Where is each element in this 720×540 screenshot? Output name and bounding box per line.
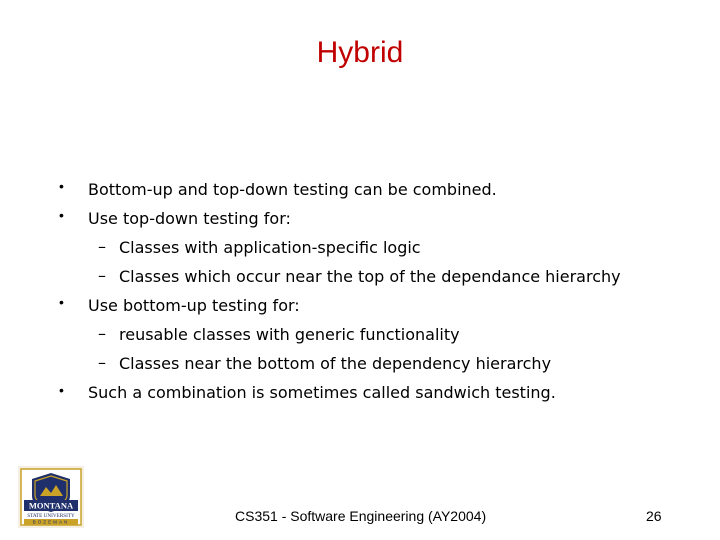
montana-state-university-logo [18, 466, 84, 528]
sub-bullet-marker: – [98, 266, 106, 285]
bullet-item: Bottom-up and top-down testing can be combined. [88, 180, 497, 199]
slide-title: Hybrid [316, 36, 404, 69]
bullet-marker: • [59, 178, 64, 194]
bullet-item: Use top-down testing for: [88, 209, 291, 228]
bullet-marker: • [59, 382, 64, 398]
bullet-marker: • [59, 294, 64, 310]
sub-bullet-item: Classes which occur near the top of the dependance hierarchy [119, 267, 621, 286]
sub-bullet-marker: – [98, 324, 106, 343]
bullet-item: Such a combination is sometimes called sandwich testing. [88, 383, 556, 402]
logo-text-line2: STATE UNIVERSITY [27, 513, 75, 519]
logo-text-line3: BOZEMAN [32, 519, 70, 525]
sub-bullet-item: Classes with application-specific logic [119, 238, 421, 257]
sub-bullet-marker: – [98, 353, 106, 372]
page-number: 26 [646, 508, 662, 524]
logo-text-line1: MONTANA [28, 500, 74, 511]
sub-bullet-item: Classes near the bottom of the dependency hierarchy [119, 354, 552, 373]
footer-course: CS351 - Software Engineering (AY2004) [235, 508, 487, 524]
bullet-marker: • [59, 207, 64, 223]
bullet-item: Use bottom-up testing for: [88, 296, 300, 315]
sub-bullet-marker: – [98, 237, 106, 256]
sub-bullet-item: reusable classes with generic functionality [119, 325, 460, 344]
